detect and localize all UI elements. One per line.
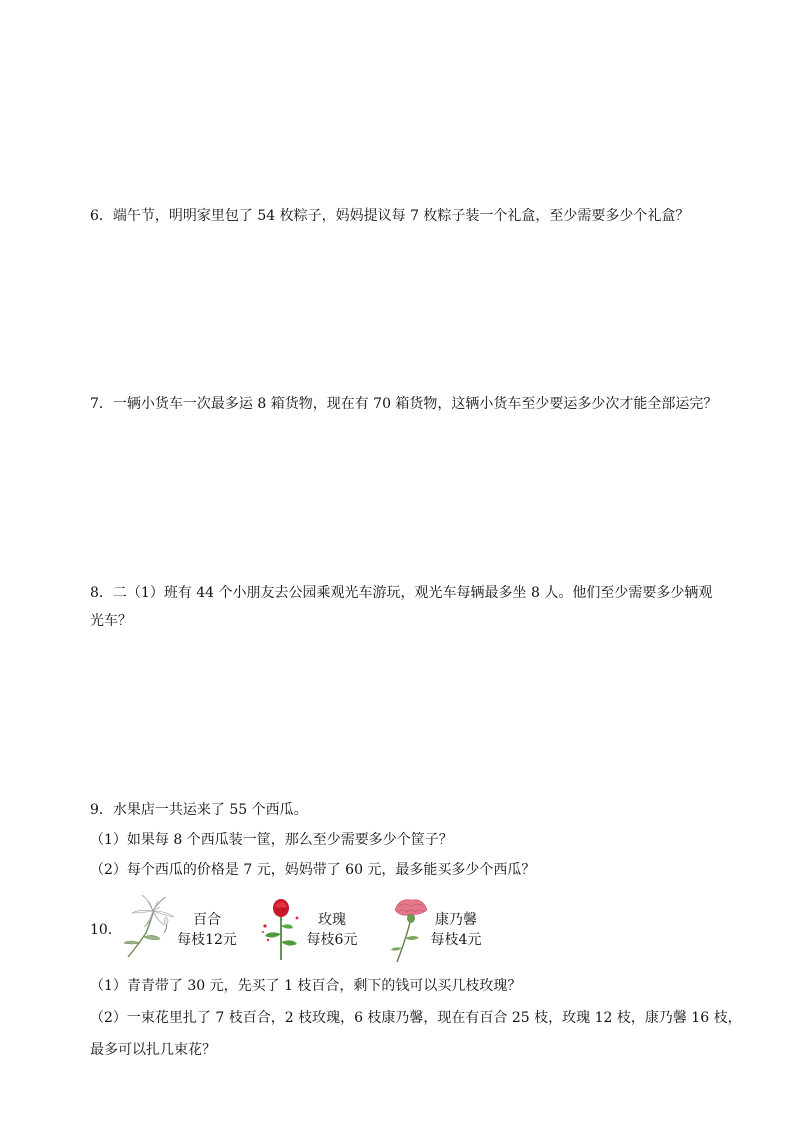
lily-price-label [172,910,242,950]
rose-price: 每枝6元 [306,932,358,948]
lily-flower-icon [120,893,176,959]
lily-name: 百合 [193,912,221,928]
question-8-line-2: 光车？ [90,613,132,629]
carnation-name: 康乃馨 [435,912,477,928]
question-6: 6．端午节，明明家里包了 54 枚粽子，妈妈提议每 7 枚粽子装一个礼盒，至少需要多少个礼盒？ [90,208,690,224]
question-9-part-1: （1）如果每 8 个西瓜装一筐，那么至少需要多少个筐子？ [90,832,453,848]
rose-price-label [302,910,362,950]
question-9-part-2: （2）每个西瓜的价格是 7 元，妈妈带了 60 元，最多能买多少个西瓜？ [90,862,536,878]
rose-name: 玫瑰 [318,912,346,928]
rose-flower-icon [257,896,305,962]
question-10-number: 10． [90,922,122,938]
question-10-part-1: （1）青青带了 30 元，先买了 1 枝百合，剩下的钱可以买几枝玫瑰？ [90,978,522,994]
question-10-part-2-line-2: 最多可以扎几束花？ [90,1042,216,1058]
lily-price: 每枝12元 [177,932,237,948]
carnation-price-label [424,910,488,950]
question-10-part-2-line-1: （2）一束花里扎了 7 枝百合，2 枝玫瑰，6 枝康乃馨，现在有百合 25 枝，玫瑰 12 枝，康乃馨 16 枝， [90,1010,742,1026]
question-7: 7．一辆小货车一次最多运 8 箱货物，现在有 70 箱货物，这辆小货车至少要运多少次才能全部运完？ [90,396,718,412]
question-8-line-1: 8．二（1）班有 44 个小朋友去公园乘观光车游玩，观光车每辆最多坐 8 人。他们至少需要多少辆观 [90,585,713,601]
carnation-price: 每枝4元 [430,932,482,948]
question-9: 9．水果店一共运来了 55 个西瓜。 [90,802,308,818]
